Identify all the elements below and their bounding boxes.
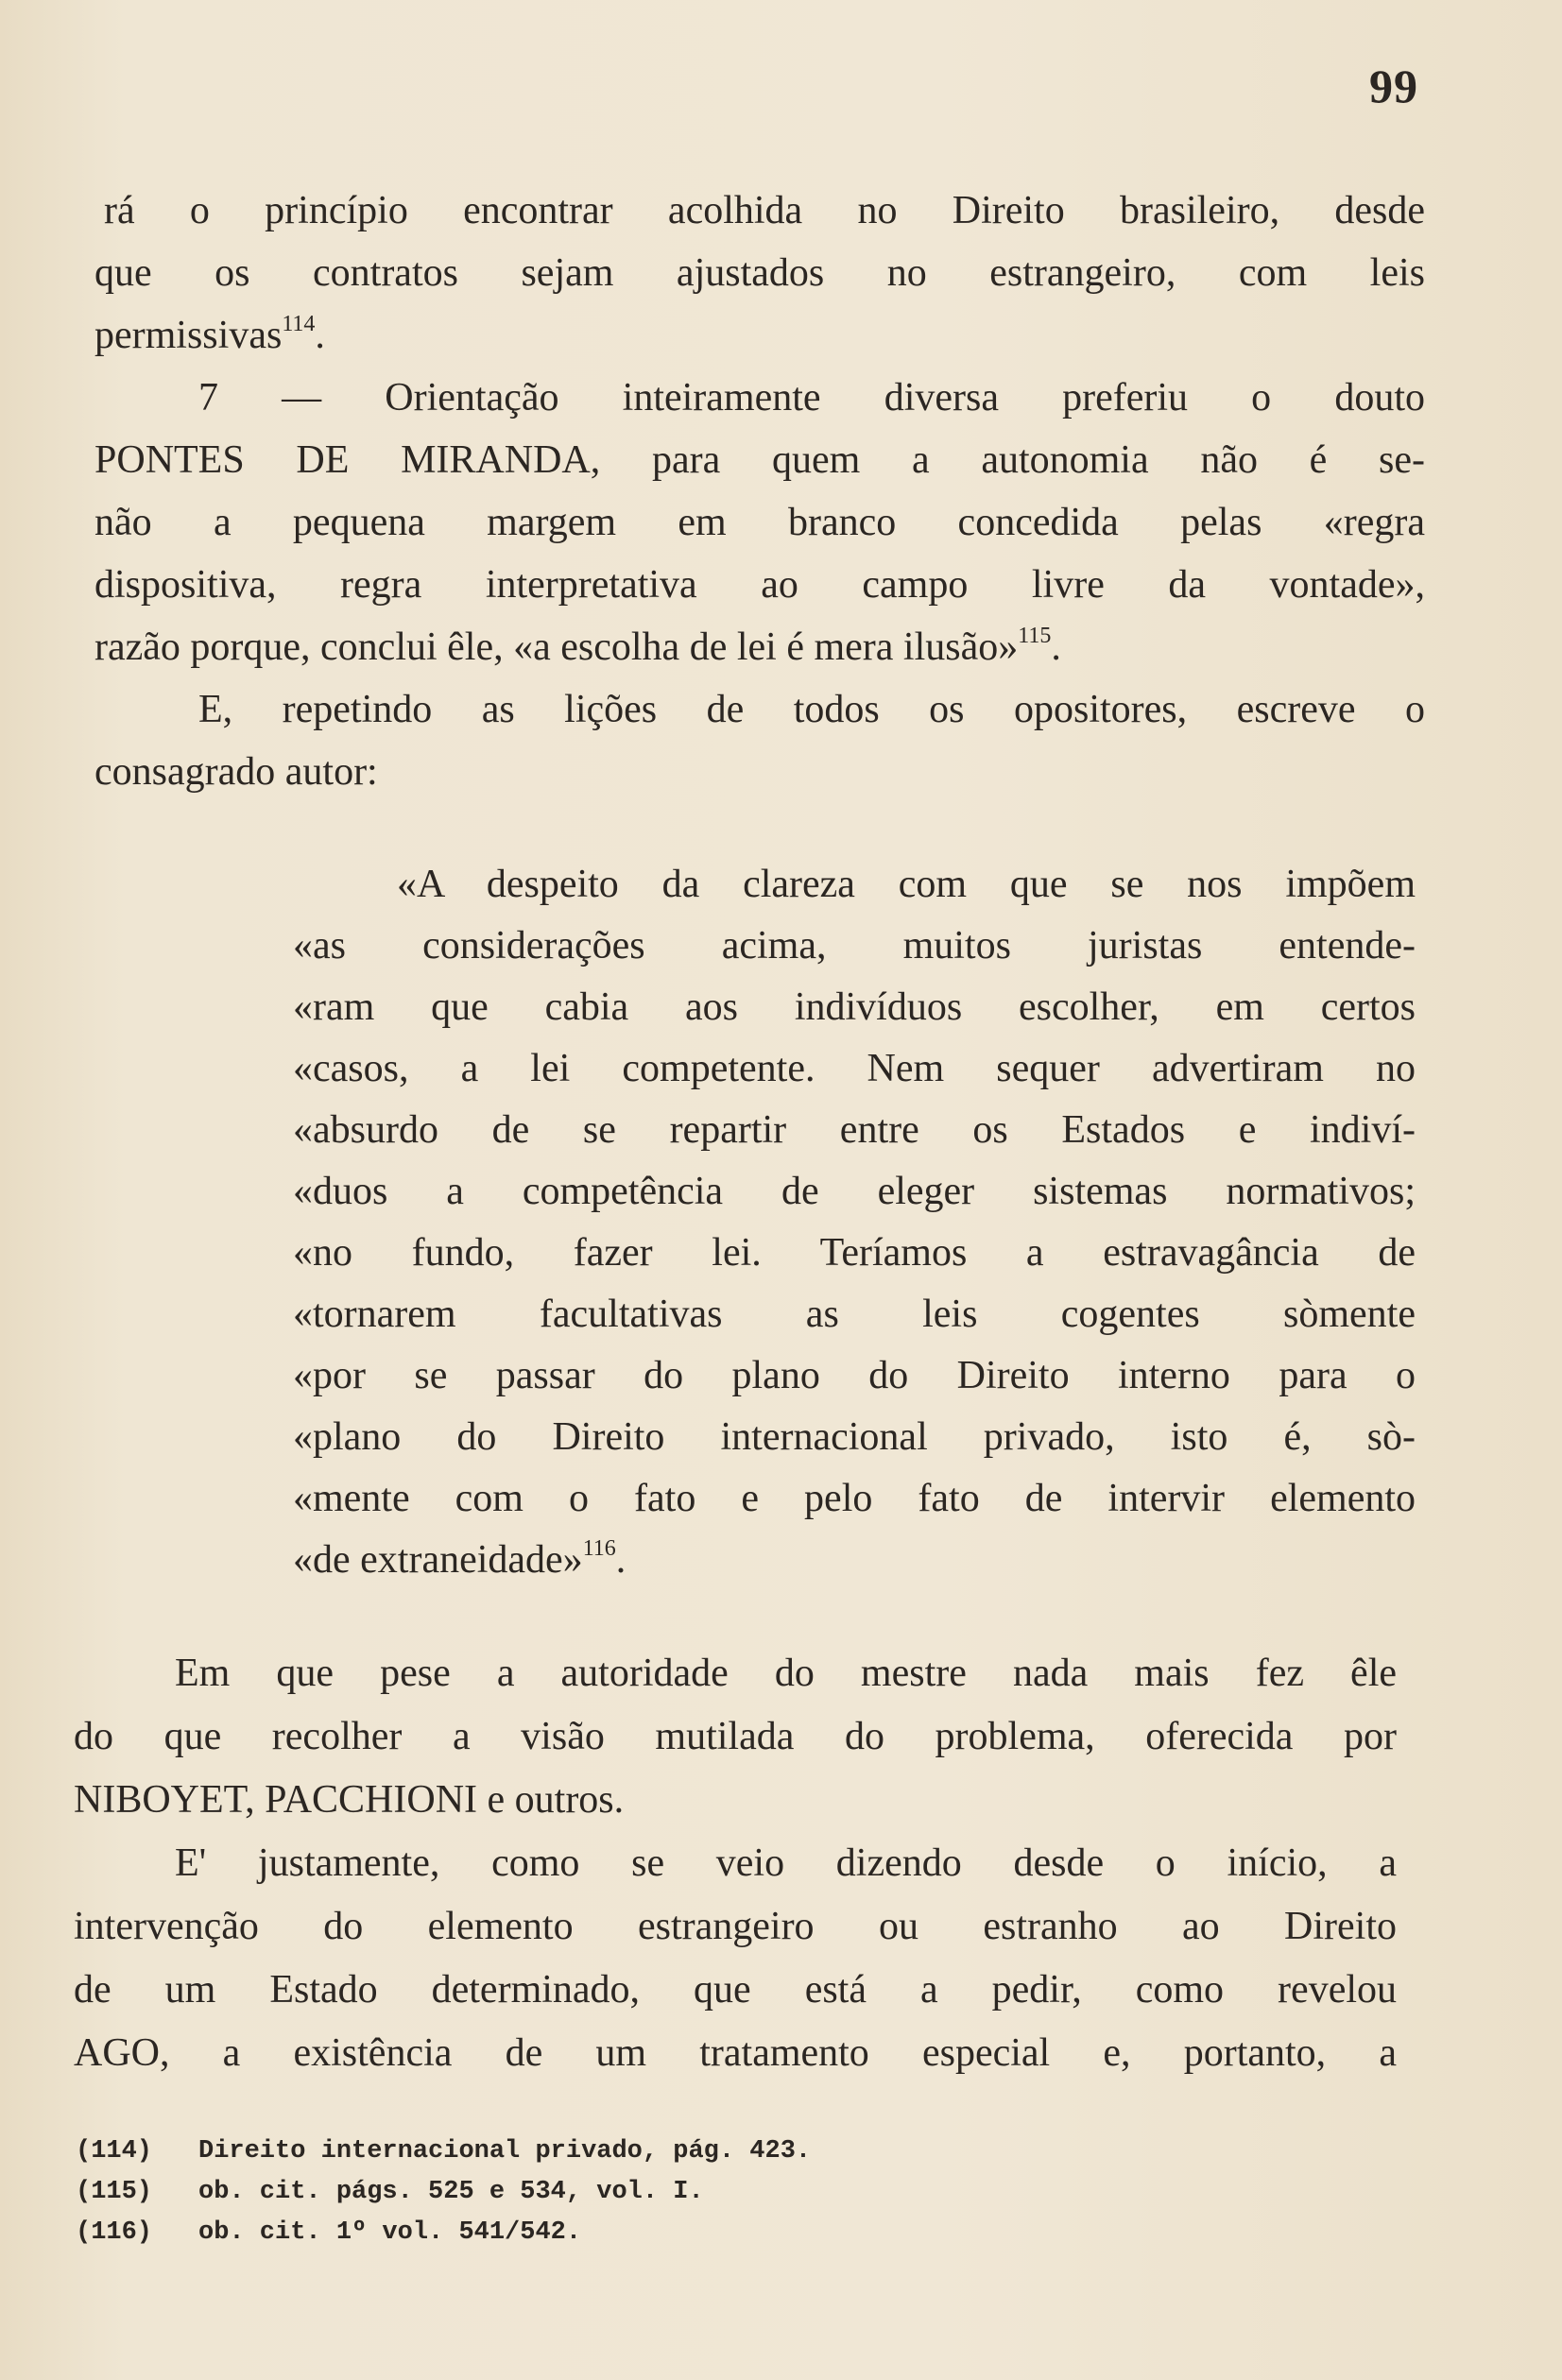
text-line: AGO, a existência de um tratamento especial e, portanto, a [74,2031,1397,2075]
text-line: E' justamente, como se veio dizendo desde o início, a [175,1841,1397,1885]
text-line [94,624,1061,669]
quote-line: «mente com o fato e pelo fato de intervir elemento [293,1477,1416,1520]
footnote-text: ob. cit. 1º vol. 541/542. [198,2218,582,2247]
quote-line [293,1536,627,1582]
footnote [76,2178,704,2206]
text-line: Em que pese a autoridade do mestre nada mais fez êle [175,1652,1397,1695]
text-line: do que recolher a visão mutilada do problema, oferecida por [74,1715,1397,1758]
text-line: consagrado autor: [94,750,378,794]
text-line: rá o princípio encontrar acolhida no Direito brasileiro, desde [104,189,1425,232]
footnote [76,2137,811,2166]
quote-line: «duos a competência de eleger sistemas normativos; [293,1170,1416,1213]
quote-line: «ram que cabia aos indivíduos escolher, em certos [293,985,1416,1029]
text-fragment: . [1051,625,1061,669]
text-line: dispositiva, regra interpretativa ao campo livre da vontade», [94,563,1425,607]
text-fragment: . [315,314,325,357]
footnote-number: (116) [76,2218,153,2247]
text-line [94,312,325,357]
text-line: NIBOYET, PACCHIONI e outros. [74,1778,625,1822]
footnote-text: Direito internacional privado, pág. 423. [198,2137,812,2166]
footnote-ref: 115 [1018,624,1052,648]
text-line: intervenção do elemento estrangeiro ou estranho ao Direito [74,1905,1397,1948]
footnote-text: ob. cit. págs. 525 e 534, vol. I. [198,2178,704,2206]
quote-line: «casos, a lei competente. Nem sequer advertiram no [293,1047,1416,1090]
footnote-ref: 114 [282,312,316,336]
text-line: de um Estado determinado, que está a pedir, como revelou [74,1968,1397,2012]
footnote-number: (114) [76,2137,153,2166]
text-line: 7 — Orientação inteiramente diversa preferiu o douto [198,376,1425,419]
text-line: que os contratos sejam ajustados no estrangeiro, com leis [94,251,1425,295]
footnote [76,2218,581,2247]
footnote-ref: 116 [582,1536,616,1561]
text-line: não a pequena margem em branco concedida pelas «regra [94,501,1425,544]
text-fragment: «de extraneidade» [293,1538,583,1582]
quote-line: «plano do Direito internacional privado, isto é, sò- [293,1415,1416,1459]
quote-line: «absurdo de se repartir entre os Estados e indiví- [293,1108,1416,1152]
page-number: 99 [1369,60,1418,112]
text-line: PONTES DE MIRANDA, para quem a autonomia não é se- [94,438,1425,482]
quote-line: «as considerações acima, muitos juristas entende- [293,924,1416,967]
text-fragment: . [615,1538,627,1582]
quote-line: «no fundo, fazer lei. Teríamos a estravagância de [293,1231,1416,1275]
quote-line: «por se passar do plano do Direito interno para o [293,1354,1416,1397]
footnote-number: (115) [76,2178,153,2206]
text-line: E, repetindo as lições de todos os opositores, escreve o [198,688,1425,731]
quote-line: «tornarem facultativas as leis cogentes sòmente [293,1293,1416,1336]
text-fragment: permissivas [94,314,283,357]
text-fragment: razão porque, conclui êle, «a escolha de lei é mera ilusão» [94,625,1019,669]
quote-line: «A despeito da clareza com que se nos impõem [397,863,1416,906]
